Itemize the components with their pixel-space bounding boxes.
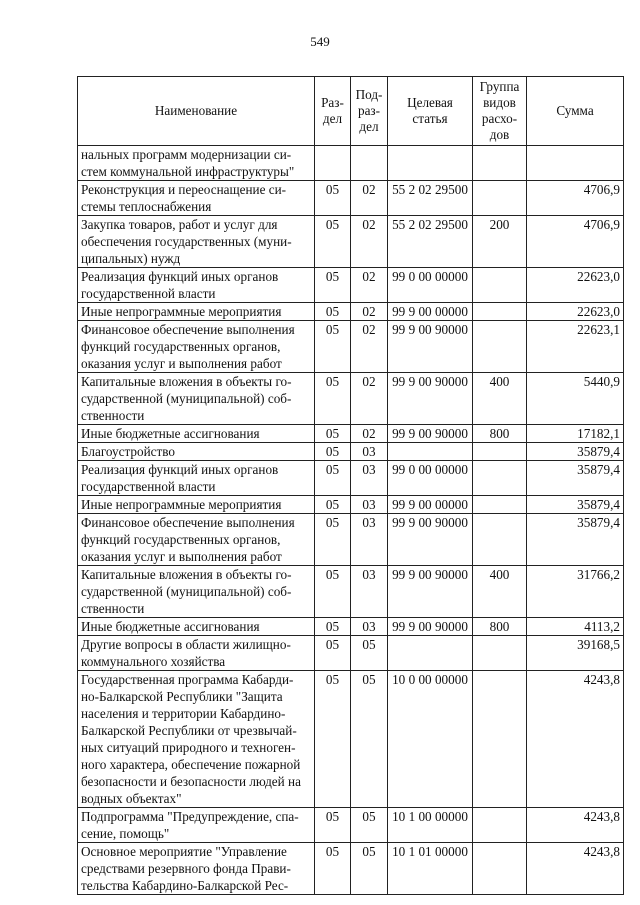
cell-group: [473, 321, 527, 373]
cell-sum: 39168,5: [527, 636, 624, 671]
header-section: Раз- дел: [315, 77, 351, 146]
cell-target: 10 1 01 00000: [388, 843, 473, 895]
table-row: [78, 268, 624, 303]
cell-section: 05: [315, 636, 351, 671]
cell-subsection: 02: [351, 373, 388, 425]
cell-group: 400: [473, 373, 527, 425]
cell-section: 05: [315, 514, 351, 566]
table-row: [78, 636, 624, 671]
cell-group: [473, 268, 527, 303]
cell-section: 05: [315, 321, 351, 373]
cell-subsection: 02: [351, 303, 388, 321]
cell-sum: 4243,8: [527, 843, 624, 895]
cell-name: Реализация функций иных органов государственной власти: [78, 461, 315, 496]
cell-sum: 35879,4: [527, 461, 624, 496]
cell-target: 99 9 00 00000: [388, 303, 473, 321]
cell-sum: 5440,9: [527, 373, 624, 425]
cell-name: Основное мероприятие "Управление средствами резервного фонда Прави- тельства Кабардино-Балкарской Рес-: [78, 843, 315, 895]
cell-section: 05: [315, 808, 351, 843]
cell-name: Финансовое обеспечение выполнения функций государственных органов, оказания услуг и выполнения работ: [78, 321, 315, 373]
cell-name: Финансовое обеспечение выполнения функций государственных органов, оказания услуг и выполнения работ: [78, 514, 315, 566]
cell-name: Иные непрограммные мероприятия: [78, 303, 315, 321]
cell-subsection: 02: [351, 216, 388, 268]
table-row: [78, 461, 624, 496]
cell-sum: 4113,2: [527, 618, 624, 636]
cell-section: 05: [315, 425, 351, 443]
header-target: Целевая статья: [388, 77, 473, 146]
cell-subsection: 05: [351, 808, 388, 843]
cell-section: 05: [315, 181, 351, 216]
cell-group: [473, 303, 527, 321]
cell-name: Иные бюджетные ассигнования: [78, 618, 315, 636]
cell-sum: 4706,9: [527, 181, 624, 216]
table-row: [78, 808, 624, 843]
cell-group: [473, 461, 527, 496]
cell-target: 99 9 00 90000: [388, 425, 473, 443]
cell-subsection: 03: [351, 461, 388, 496]
cell-name: Благоустройство: [78, 443, 315, 461]
cell-section: 05: [315, 843, 351, 895]
table-row: [78, 146, 624, 181]
cell-name: Закупка товаров, работ и услуг для обеспечения государственных (муни- ципальных) нужд: [78, 216, 315, 268]
header-name: Наименование: [78, 77, 315, 146]
table-row: [78, 443, 624, 461]
cell-group: [473, 843, 527, 895]
cell-target: 99 9 00 90000: [388, 321, 473, 373]
cell-subsection: [351, 146, 388, 181]
cell-section: 05: [315, 618, 351, 636]
table-row: [78, 373, 624, 425]
cell-group: [473, 636, 527, 671]
cell-section: 05: [315, 443, 351, 461]
cell-subsection: 03: [351, 443, 388, 461]
cell-target: 99 9 00 00000: [388, 496, 473, 514]
table-row: [78, 181, 624, 216]
cell-section: 05: [315, 373, 351, 425]
cell-sum: 22623,1: [527, 321, 624, 373]
cell-subsection: 05: [351, 843, 388, 895]
cell-section: 05: [315, 303, 351, 321]
header-group: Группа видов расхо- дов: [473, 77, 527, 146]
table-row: [78, 618, 624, 636]
cell-name: Реконструкция и переоснащение си- стемы теплоснабжения: [78, 181, 315, 216]
cell-target: 55 2 02 29500: [388, 216, 473, 268]
cell-group: [473, 808, 527, 843]
cell-group: 200: [473, 216, 527, 268]
table-row: [78, 216, 624, 268]
cell-sum: 4243,8: [527, 808, 624, 843]
cell-sum: 4243,8: [527, 671, 624, 808]
cell-target: 55 2 02 29500: [388, 181, 473, 216]
table-row: [78, 303, 624, 321]
cell-group: [473, 146, 527, 181]
cell-group: 400: [473, 566, 527, 618]
cell-sum: 35879,4: [527, 443, 624, 461]
cell-name: Другие вопросы в области жилищно- коммунального хозяйства: [78, 636, 315, 671]
header-subsection: Под- раз- дел: [351, 77, 388, 146]
header-sum: Сумма: [527, 77, 624, 146]
cell-sum: 35879,4: [527, 514, 624, 566]
cell-subsection: 02: [351, 181, 388, 216]
cell-target: [388, 146, 473, 181]
cell-name: нальных программ модернизации си- стем коммунальной инфраструктуры": [78, 146, 315, 181]
cell-sum: 22623,0: [527, 268, 624, 303]
cell-section: [315, 146, 351, 181]
cell-subsection: 03: [351, 496, 388, 514]
table-row: [78, 425, 624, 443]
cell-name: Иные непрограммные мероприятия: [78, 496, 315, 514]
cell-target: 10 0 00 00000: [388, 671, 473, 808]
cell-group: [473, 514, 527, 566]
cell-target: 99 0 00 00000: [388, 461, 473, 496]
cell-section: 05: [315, 566, 351, 618]
cell-section: 05: [315, 671, 351, 808]
cell-subsection: 03: [351, 618, 388, 636]
header-row: [78, 77, 624, 146]
cell-target: 10 1 00 00000: [388, 808, 473, 843]
cell-subsection: 05: [351, 636, 388, 671]
cell-name: Капитальные вложения в объекты го- сударственной (муниципальной) соб- ственности: [78, 373, 315, 425]
cell-subsection: 05: [351, 671, 388, 808]
cell-group: 800: [473, 425, 527, 443]
cell-section: 05: [315, 461, 351, 496]
table-row: [78, 671, 624, 808]
cell-group: [473, 671, 527, 808]
table-row: [78, 514, 624, 566]
cell-name: Подпрограмма "Предупреждение, спа- сение, помощь": [78, 808, 315, 843]
cell-name: Иные бюджетные ассигнования: [78, 425, 315, 443]
cell-group: [473, 443, 527, 461]
cell-group: [473, 181, 527, 216]
cell-name: Капитальные вложения в объекты го- сударственной (муниципальной) соб- ственности: [78, 566, 315, 618]
cell-section: 05: [315, 216, 351, 268]
cell-target: [388, 636, 473, 671]
page-number: 549: [310, 34, 330, 49]
cell-subsection: 02: [351, 321, 388, 373]
cell-section: 05: [315, 268, 351, 303]
cell-subsection: 02: [351, 268, 388, 303]
cell-sum: 35879,4: [527, 496, 624, 514]
cell-sum: 4706,9: [527, 216, 624, 268]
cell-sum: 17182,1: [527, 425, 624, 443]
cell-group: 800: [473, 618, 527, 636]
cell-section: 05: [315, 496, 351, 514]
cell-subsection: 03: [351, 566, 388, 618]
table-row: [78, 321, 624, 373]
cell-subsection: 03: [351, 514, 388, 566]
table-row: [78, 566, 624, 618]
cell-target: 99 0 00 00000: [388, 268, 473, 303]
cell-target: 99 9 00 90000: [388, 514, 473, 566]
cell-subsection: 02: [351, 425, 388, 443]
cell-target: 99 9 00 90000: [388, 566, 473, 618]
budget-table: [77, 76, 624, 895]
cell-target: 99 9 00 90000: [388, 373, 473, 425]
cell-name: Реализация функций иных органов государственной власти: [78, 268, 315, 303]
cell-name: Государственная программа Кабарди- но-Балкарской Республики "Защита населения и территории Кабардино- Балкарской Республики от чрезвычай- ных ситуаций природного и техноген- ного характера, обеспечение пожарной безопасности и безопасности людей на водных объектах": [78, 671, 315, 808]
table-row: [78, 496, 624, 514]
cell-sum: [527, 146, 624, 181]
cell-target: [388, 443, 473, 461]
cell-target: 99 9 00 90000: [388, 618, 473, 636]
cell-sum: 31766,2: [527, 566, 624, 618]
cell-sum: 22623,0: [527, 303, 624, 321]
table-row: [78, 843, 624, 895]
cell-group: [473, 496, 527, 514]
